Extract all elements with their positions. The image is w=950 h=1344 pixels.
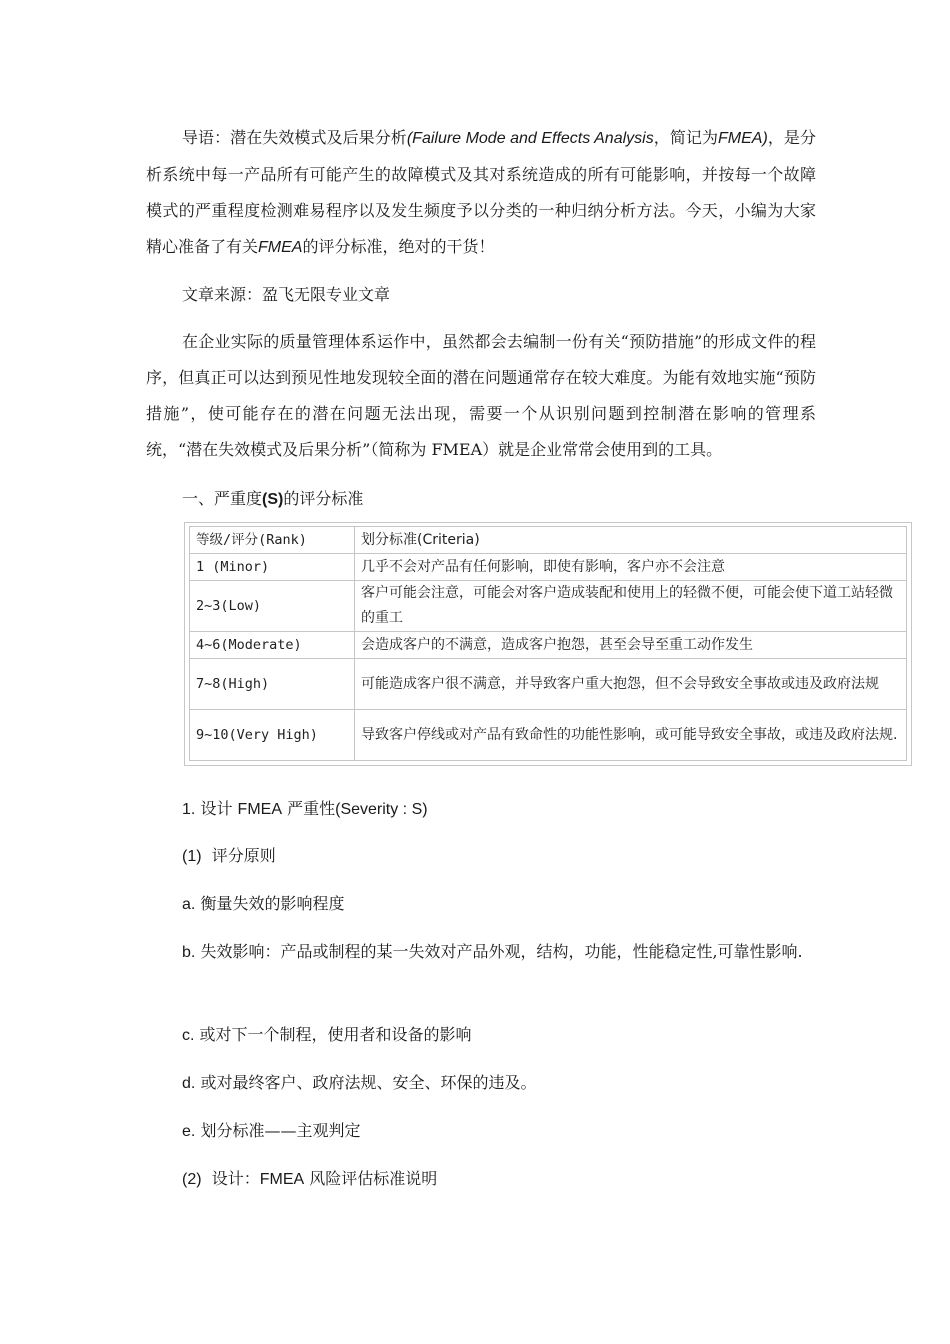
intro-prefix: 导语：潜在失效模式及后果分析: [182, 128, 407, 147]
table-cell-criteria: 会造成客户的不满意，造成客户抱怨，甚至会导至重工动作发生: [355, 632, 907, 659]
item-1-text-b: FMEA: [237, 801, 282, 818]
item-d-text: 或对最终客户、政府法规、安全、环保的违及。: [200, 1073, 537, 1092]
item-1-1-number: (1): [182, 848, 202, 865]
item-c-label: c.: [182, 1027, 195, 1044]
item-1-number: 1.: [182, 801, 196, 818]
table-row: [190, 581, 907, 632]
intro-paragraph: [146, 120, 816, 266]
item-b-label: b.: [182, 944, 196, 961]
section-heading-severity: [182, 487, 363, 512]
severity-criteria-table: [184, 522, 912, 766]
item-c: [182, 1023, 472, 1048]
item-e-text: 划分标准——主观判定: [200, 1121, 361, 1140]
item-d: [182, 1071, 536, 1096]
item-1-1-scoring-principle: [182, 844, 276, 869]
section-heading-suffix: 的评分标准: [283, 489, 364, 508]
item-1-2-text-c: 风险评估标准说明: [309, 1169, 438, 1188]
item-1-2-number: (2): [182, 1171, 202, 1188]
intro-mid-2: ，是分析系统中每一产品所有可能产生的故障模式及其对系统造成的所有可能影响，并按每一个故障模式的严重程度检测难易程序以及发生频度予以分类的一种归纳分析方法。今天，小编为大家精心准备了有关: [146, 128, 816, 256]
item-b: [146, 934, 816, 971]
item-d-label: d.: [182, 1075, 196, 1092]
item-c-text: 或对下一个制程，使用者和设备的影响: [199, 1025, 472, 1044]
item-1-2-risk-standard: [182, 1167, 437, 1192]
intro-suffix: 的评分标准，绝对的干货！: [302, 237, 495, 256]
table-row: [190, 632, 907, 659]
intro-term-abbr: FMEA): [718, 130, 768, 147]
table-header-rank: 等级/评分(Rank): [190, 527, 355, 554]
intro-term-fmea: FMEA: [258, 239, 303, 256]
item-1-text-c: 严重性: [287, 799, 336, 818]
table-cell-rank: 1 (Minor): [190, 554, 355, 581]
section-heading-prefix: 一、严重度: [182, 489, 263, 508]
criteria-table: [189, 526, 907, 761]
intro-term-english: (Failure Mode and Effects Analysis: [406, 130, 654, 147]
table-cell-criteria: 几乎不会对产品有任何影响，即使有影响，客户亦不会注意: [355, 554, 907, 581]
table-header-criteria: 划分标准(Criteria): [355, 527, 907, 554]
table-row: [190, 710, 907, 761]
item-1-2-text-b: FMEA: [259, 1171, 305, 1188]
table-cell-criteria: 客户可能会注意，可能会对客户造成装配和使用上的轻微不便，可能会使下道工站轻微的重工: [355, 581, 907, 632]
table-row: [190, 659, 907, 710]
table-cell-rank: 9~10(Very High): [190, 710, 355, 761]
table-cell-rank: 2~3(Low): [190, 581, 355, 632]
table-row: [190, 554, 907, 581]
section-heading-code: (S): [262, 491, 284, 508]
body-paragraph: 在企业实际的质量管理体系运作中，虽然都会去编制一份有关“预防措施”的形成文件的程序，但真正可以达到预见性地发现较全面的潜在问题通常存在较大难度。为能有效地实施“预防措施”，使可能存在的潜在问题无法出现，需要一个从识别问题到控制潜在影响的管理系统，“潜在失效模式及后果分析”（简称为 FMEA）就是企业常常会使用到的工具。: [146, 332, 816, 459]
item-1-2-text-a: 设计：: [211, 1169, 260, 1188]
item-a-text: 衡量失效的影响程度: [200, 894, 345, 913]
item-1-1-text: 评分原则: [211, 846, 276, 865]
table-cell-criteria: 导致客户停线或对产品有致命性的功能性影响，或可能导致安全事故，或违及政府法规.: [355, 710, 907, 761]
source-line: 文章来源：盈飞无限专业文章: [182, 285, 391, 304]
item-1-text-d: (Severity : S): [335, 801, 428, 818]
table-cell-rank: 7~8(High): [190, 659, 355, 710]
item-a-label: a.: [182, 896, 196, 913]
item-b-text: 失效影响：产品或制程的某一失效对产品外观，结构，功能，性能稳定性,可靠性影响.: [200, 942, 803, 961]
item-e-label: e.: [182, 1123, 196, 1140]
table-cell-rank: 4~6(Moderate): [190, 632, 355, 659]
item-1-text-a: 设计: [200, 799, 233, 818]
table-header-row: [190, 527, 907, 554]
item-e: [182, 1119, 360, 1144]
item-a: [182, 892, 344, 917]
table-cell-criteria: 可能造成客户很不满意，并导致客户重大抱怨，但不会导致安全事故或违及政府法规: [355, 659, 907, 710]
intro-mid-1: ，简记为: [653, 128, 719, 147]
item-1-design-fmea-severity: [182, 797, 428, 822]
